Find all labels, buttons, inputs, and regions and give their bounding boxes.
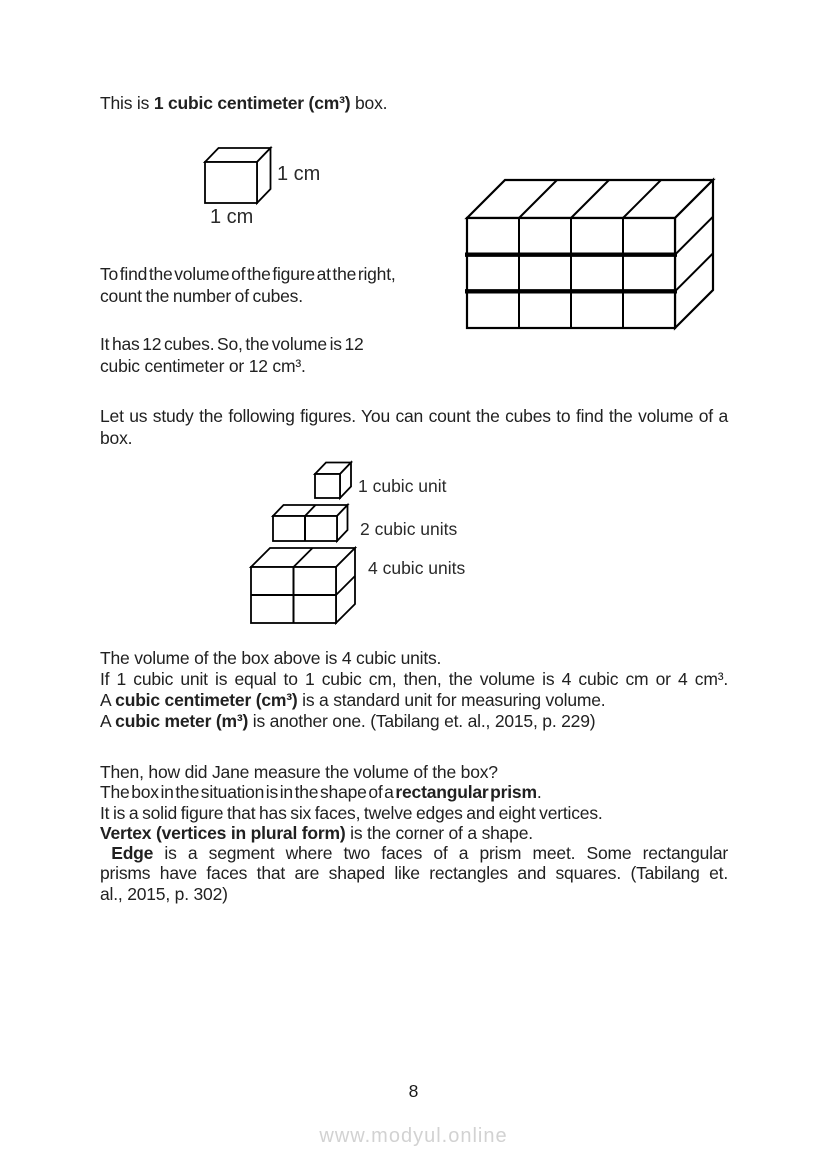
cube-width-label: 1 cm [210,206,254,228]
text-line: It is a solid figure that has six faces, twelve edges and eight vertices. [100,802,603,823]
text-line: The volume of the box above is 4 cubic units. [100,648,442,668]
text-line: If 1 cubic unit is equal to 1 cubic cm, then, the volume is 4 cubic cm or 4 cm³. [100,669,728,689]
find-volume-paragraph [100,264,445,307]
two-cubic-units-box [273,505,348,541]
text-line: Vertex (vertices in plural form) is the corner of a shape. [100,822,533,843]
text-line: A cubic centimeter (cm³) is a standard unit for measuring volume. [100,690,606,710]
unit-cube-figure [195,140,285,210]
one-cubic-unit-label: 1 cubic unit [358,476,447,496]
text-line: Let us study the following figures. You can count the cubes to find the volume of a [100,406,728,426]
page-number: 8 [408,1081,419,1101]
text-line: prisms have faces that are shaped like rectangles and squares. (Tabilang et. [100,863,728,884]
text-line: The box in the situation is in the shape of a rectangular prism. [100,782,542,803]
text-line: It has 12 cubes. So, the volume is 12 [100,334,364,354]
watermark-text: www.modyul.online [319,1125,508,1147]
four-cubic-units-box [251,548,355,623]
prism-info-paragraph [100,762,728,904]
text-line: Edge is a segment where two faces of a prism meet. Some rectangular [111,843,728,864]
text-line: A cubic meter (m³) is another one. (Tabilang et. al., 2015, p. 229) [100,711,596,731]
twelve-cube-prism-figure [450,165,730,340]
text-line: Then, how did Jane measure the volume of the box? [100,762,498,782]
cube-height-label: 1 cm [277,163,321,185]
text-line: This is 1 cubic centimeter (cm³) box. [100,93,388,113]
four-units-paragraph [100,648,728,732]
text-line: To find the volume of the figure at the right, [100,264,396,284]
text-line: count the number of cubes. [100,285,303,306]
twelve-cubes-paragraph [100,334,445,377]
study-figures-paragraph [100,406,728,449]
text-line: al., 2015, p. 302) [100,883,228,904]
intro-paragraph [100,93,728,115]
one-cubic-unit-cube [315,463,351,499]
text-line: box. [100,427,133,448]
two-cubic-units-label: 2 cubic units [360,519,458,539]
text-line: cubic centimeter or 12 cm³. [100,355,306,376]
four-cubic-units-label: 4 cubic units [368,558,466,578]
cube-front-face [205,162,257,203]
